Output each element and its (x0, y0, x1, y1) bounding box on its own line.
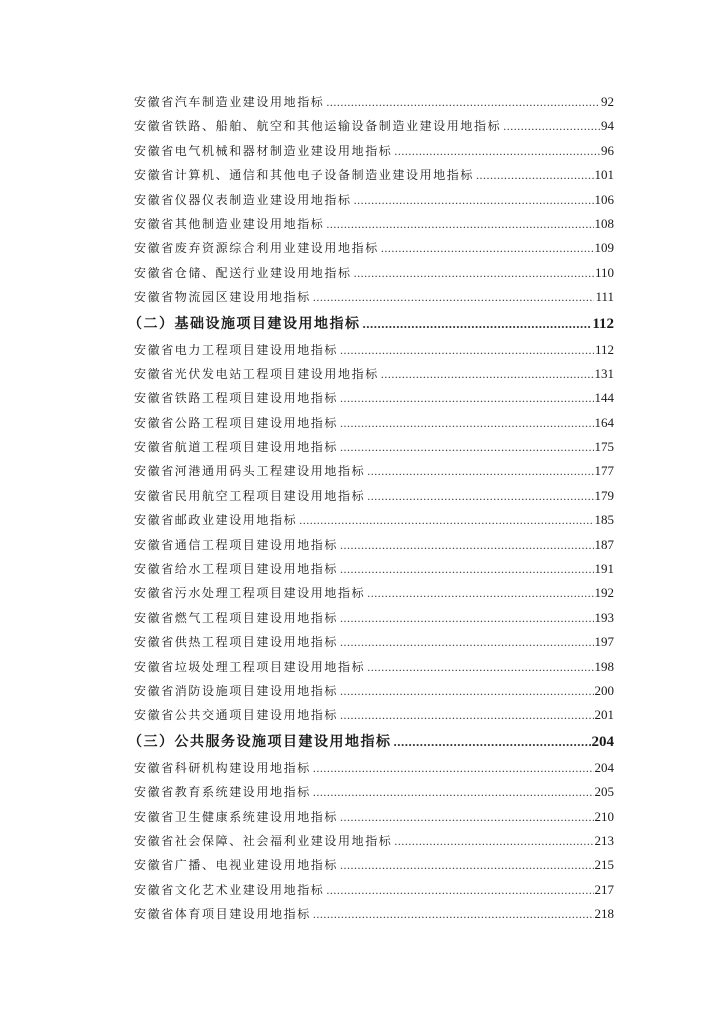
toc-entry-page: 177 (594, 463, 614, 479)
toc-leader-dots (354, 188, 594, 212)
toc-entry-title: 安徽省社会保障、社会福利业建设用地指标 (134, 833, 393, 848)
toc-entry-title: 安徽省供热工程项目建设用地指标 (134, 635, 339, 650)
toc-entry-title: 安徽省卫生健康系统建设用地指标 (134, 809, 339, 824)
toc-section-page: 204 (591, 733, 614, 750)
table-of-contents (128, 90, 614, 927)
toc-leader-dots (299, 508, 593, 532)
toc-entry-title: 安徽省光伏发电站工程项目建设用地指标 (134, 366, 379, 381)
toc-leader-dots (313, 285, 595, 309)
toc-section-heading[interactable] (128, 728, 614, 756)
toc-entry-title: 安徽省邮政业建设用地指标 (134, 513, 298, 528)
toc-entry[interactable] (134, 435, 614, 459)
toc-entry-title: 安徽省物流园区建设用地指标 (134, 290, 311, 305)
toc-entry[interactable] (134, 236, 614, 260)
toc-entry-title: 安徽省河港通用码头工程建设用地指标 (134, 464, 366, 479)
toc-leader-dots (363, 310, 592, 338)
toc-leader-dots (381, 236, 594, 260)
toc-entry-page: 131 (594, 365, 614, 381)
toc-entry-title: 安徽省电力工程项目建设用地指标 (134, 342, 339, 357)
toc-leader-dots (394, 829, 593, 853)
toc-entry[interactable] (134, 606, 614, 630)
toc-entry-title: 安徽省污水处理工程项目建设用地指标 (134, 586, 366, 601)
toc-entry[interactable] (134, 805, 614, 829)
toc-section-title: （三）公共服务设施项目建设用地指标 (128, 733, 392, 750)
toc-leader-dots (354, 261, 594, 285)
toc-leader-dots (340, 435, 593, 459)
toc-entry-page: 112 (594, 341, 614, 357)
toc-entry[interactable] (134, 679, 614, 703)
toc-leader-dots (340, 338, 594, 362)
toc-entry-page: 94 (601, 118, 614, 134)
toc-entry-title: 安徽省电气机械和器材制造业建设用地指标 (134, 143, 393, 158)
toc-entry-page: 197 (594, 634, 614, 650)
toc-entry[interactable] (134, 459, 614, 483)
toc-entry[interactable] (134, 878, 614, 902)
toc-entry[interactable] (134, 703, 614, 727)
toc-entry-page: 111 (595, 289, 614, 305)
toc-leader-dots (367, 459, 593, 483)
toc-entry-page: 201 (594, 707, 614, 723)
toc-section-heading[interactable] (128, 310, 614, 338)
toc-entry-page: 164 (594, 414, 614, 430)
toc-entry-title: 安徽省垃圾处理工程项目建设用地指标 (134, 659, 366, 674)
toc-entry-title: 安徽省仪器仪表制造业建设用地指标 (134, 192, 352, 207)
toc-entry-page: 110 (594, 264, 614, 280)
toc-entry-title: 安徽省文化艺术业建设用地指标 (134, 882, 325, 897)
toc-entry-page: 144 (594, 390, 614, 406)
toc-entry-page: 96 (601, 142, 614, 158)
toc-leader-dots (340, 386, 593, 410)
toc-leader-dots (313, 780, 594, 804)
toc-entry-title: 安徽省废弃资源综合利用业建设用地指标 (134, 241, 379, 256)
toc-entry[interactable] (134, 630, 614, 654)
toc-entry-page: 187 (594, 536, 614, 552)
toc-entry-title: 安徽省燃气工程项目建设用地指标 (134, 610, 339, 625)
toc-entry[interactable] (134, 780, 614, 804)
toc-entry[interactable] (134, 533, 614, 557)
toc-leader-dots (340, 679, 593, 703)
toc-entry-title: 安徽省仓储、配送行业建设用地指标 (134, 265, 352, 280)
toc-leader-dots (503, 114, 600, 138)
toc-entry-title: 安徽省公路工程项目建设用地指标 (134, 415, 339, 430)
toc-entry[interactable] (134, 756, 614, 780)
toc-leader-dots (326, 90, 600, 114)
toc-leader-dots (340, 703, 593, 727)
toc-entry[interactable] (134, 338, 614, 362)
toc-leader-dots (326, 212, 593, 236)
toc-entry-title: 安徽省体育项目建设用地指标 (134, 907, 311, 922)
toc-entry-title: 安徽省消防设施项目建设用地指标 (134, 683, 339, 698)
toc-entry-title: 安徽省其他制造业建设用地指标 (134, 216, 325, 231)
toc-leader-dots (313, 902, 594, 926)
toc-entry-title: 安徽省汽车制造业建设用地指标 (134, 94, 325, 109)
toc-entry-page: 192 (594, 585, 614, 601)
toc-leader-dots (367, 581, 593, 605)
toc-entry-title: 安徽省铁路工程项目建设用地指标 (134, 391, 339, 406)
toc-entry-page: 185 (594, 512, 614, 528)
toc-entry-page: 205 (594, 784, 614, 800)
toc-entry-title: 安徽省民用航空工程项目建设用地指标 (134, 488, 366, 503)
toc-leader-dots (367, 484, 593, 508)
toc-leader-dots (340, 411, 593, 435)
toc-entry-page: 193 (594, 609, 614, 625)
toc-entry[interactable] (134, 655, 614, 679)
toc-entry[interactable] (134, 902, 614, 926)
toc-leader-dots (394, 728, 591, 756)
toc-leader-dots (340, 606, 593, 630)
toc-entry[interactable] (134, 114, 614, 138)
toc-entry-page: 200 (594, 682, 614, 698)
toc-entry-title: 安徽省铁路、船舶、航空和其他运输设备制造业建设用地指标 (134, 119, 502, 134)
toc-leader-dots (394, 139, 600, 163)
toc-entry-page: 215 (594, 857, 614, 873)
toc-leader-dots (340, 805, 593, 829)
toc-entry-page: 191 (594, 561, 614, 577)
toc-entry-page: 179 (594, 487, 614, 503)
toc-entry-page: 218 (594, 906, 614, 922)
toc-entry-page: 106 (594, 191, 614, 207)
toc-entry-page: 204 (594, 759, 614, 775)
toc-entry[interactable] (134, 90, 614, 114)
toc-leader-dots (340, 533, 593, 557)
toc-leader-dots (476, 163, 593, 187)
toc-leader-dots (340, 853, 593, 877)
toc-leader-dots (313, 756, 594, 780)
toc-entry-page: 210 (594, 808, 614, 824)
toc-entry-page: 217 (594, 881, 614, 897)
toc-entry-page: 109 (594, 240, 614, 256)
toc-entry[interactable] (134, 508, 614, 532)
toc-entry-title: 安徽省广播、电视业建设用地指标 (134, 858, 339, 873)
toc-entry[interactable] (134, 386, 614, 410)
toc-entry[interactable] (134, 411, 614, 435)
toc-entry[interactable] (134, 581, 614, 605)
toc-entry-page: 175 (594, 439, 614, 455)
toc-entry-page: 101 (594, 167, 614, 183)
toc-entry[interactable] (134, 261, 614, 285)
toc-entry-title: 安徽省航道工程项目建设用地指标 (134, 440, 339, 455)
toc-leader-dots (381, 362, 594, 386)
toc-entry-title: 安徽省通信工程项目建设用地指标 (134, 537, 339, 552)
toc-section-title: （二）基础设施项目建设用地指标 (128, 315, 361, 332)
toc-entry-page: 108 (594, 215, 614, 231)
toc-entry[interactable] (134, 285, 614, 309)
toc-entry[interactable] (134, 362, 614, 386)
toc-entry[interactable] (134, 829, 614, 853)
toc-entry-title: 安徽省科研机构建设用地指标 (134, 760, 311, 775)
toc-entry-page: 198 (594, 658, 614, 674)
toc-entry-title: 安徽省计算机、通信和其他电子设备制造业建设用地指标 (134, 168, 475, 183)
toc-leader-dots (326, 878, 593, 902)
toc-leader-dots (340, 557, 593, 581)
toc-entry-page: 213 (594, 832, 614, 848)
toc-entry-title: 安徽省教育系统建设用地指标 (134, 785, 311, 800)
toc-entry[interactable] (134, 484, 614, 508)
toc-entry[interactable] (134, 139, 614, 163)
toc-entry-title: 安徽省给水工程项目建设用地指标 (134, 562, 339, 577)
toc-entry-page: 92 (601, 93, 614, 109)
toc-entry[interactable] (134, 212, 614, 236)
toc-entry[interactable] (134, 163, 614, 187)
toc-leader-dots (367, 655, 593, 679)
toc-entry[interactable] (134, 188, 614, 212)
toc-entry-title: 安徽省公共交通项目建设用地指标 (134, 708, 339, 723)
toc-section-page: 112 (592, 315, 614, 332)
toc-entry[interactable] (134, 557, 614, 581)
toc-entry[interactable] (134, 853, 614, 877)
toc-leader-dots (340, 630, 593, 654)
